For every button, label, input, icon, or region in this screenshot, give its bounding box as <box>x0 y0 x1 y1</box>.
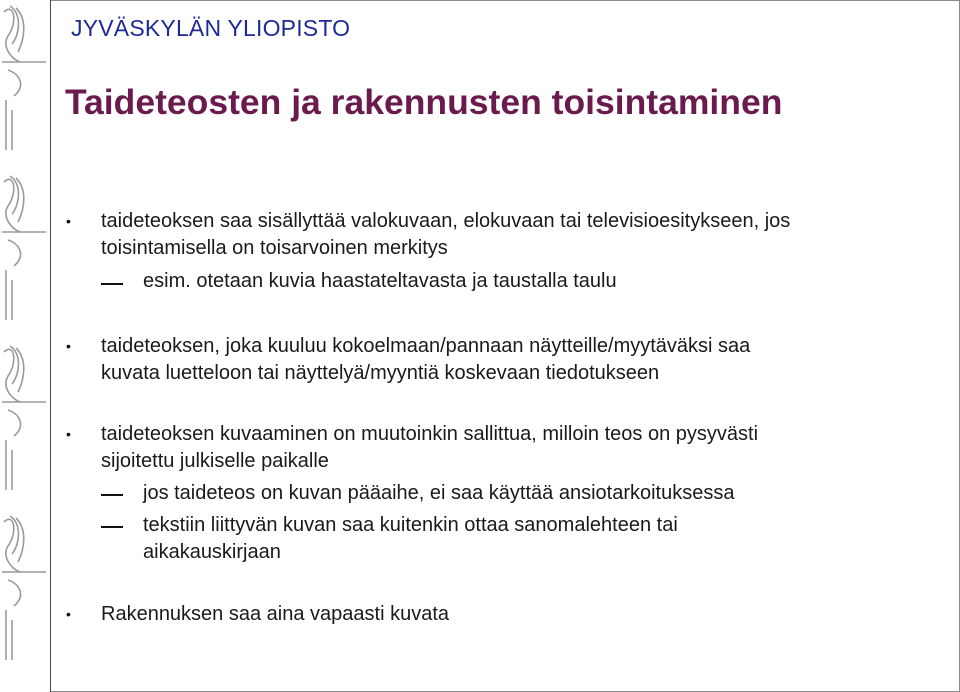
bullet-4-line-1: Rakennuksen saa aina vapaasti kuvata <box>101 603 450 625</box>
bullet-1-line-2: toisintamisella on toisarvoinen merkitys <box>101 237 448 259</box>
bullet-2-line-1: taideteoksen, joka kuuluu kokoelmaan/pannaan näytteille/myytäväksi saa <box>101 335 751 357</box>
bullet-2-line-2: kuvata luetteloon tai näyttelyä/myyntiä koskevaan tiedotukseen <box>101 362 660 384</box>
bullet-1-line-1: taideteoksen saa sisällyttää valokuvaan, elokuvaan tai televisioesitykseen, jos <box>101 210 791 232</box>
dash-icon <box>101 494 123 496</box>
flame-motif-3 <box>2 346 46 490</box>
bullet-icon: • <box>66 338 71 354</box>
university-name: JYVÄSKYLÄN YLIOPISTO <box>71 15 351 41</box>
bullet-icon: • <box>66 213 71 229</box>
bullet-1-sub-1: esim. otetaan kuvia haastateltavasta ja taustalla taulu <box>143 270 617 292</box>
flame-motif-4 <box>2 516 46 660</box>
slide-title: Taideteosten ja rakennusten toisintaminen <box>65 82 783 122</box>
decorative-flame-band <box>0 0 50 692</box>
band-divider <box>50 0 51 692</box>
bullet-icon: • <box>66 426 71 442</box>
bullet-icon: • <box>66 606 71 622</box>
bullet-3-line-1: taideteoksen kuvaaminen on muutoinkin sallittua, milloin teos on pysyvästi <box>101 423 759 445</box>
dash-icon <box>101 526 123 528</box>
bullet-3-sub-2-line-2: aikakauskirjaan <box>143 541 281 563</box>
flame-pattern-icon <box>0 0 50 692</box>
dash-icon <box>101 283 123 285</box>
bullet-3-sub-1: jos taideteos on kuvan pääaihe, ei saa käyttää ansiotarkoituksessa <box>143 482 735 504</box>
bullet-3-sub-2-line-1: tekstiin liittyvän kuvan saa kuitenkin ottaa sanomalehteen tai <box>143 514 678 536</box>
flame-motif-2 <box>2 176 46 320</box>
flame-motif-1 <box>2 6 46 150</box>
bullet-3-line-2: sijoitettu julkiselle paikalle <box>101 450 329 472</box>
